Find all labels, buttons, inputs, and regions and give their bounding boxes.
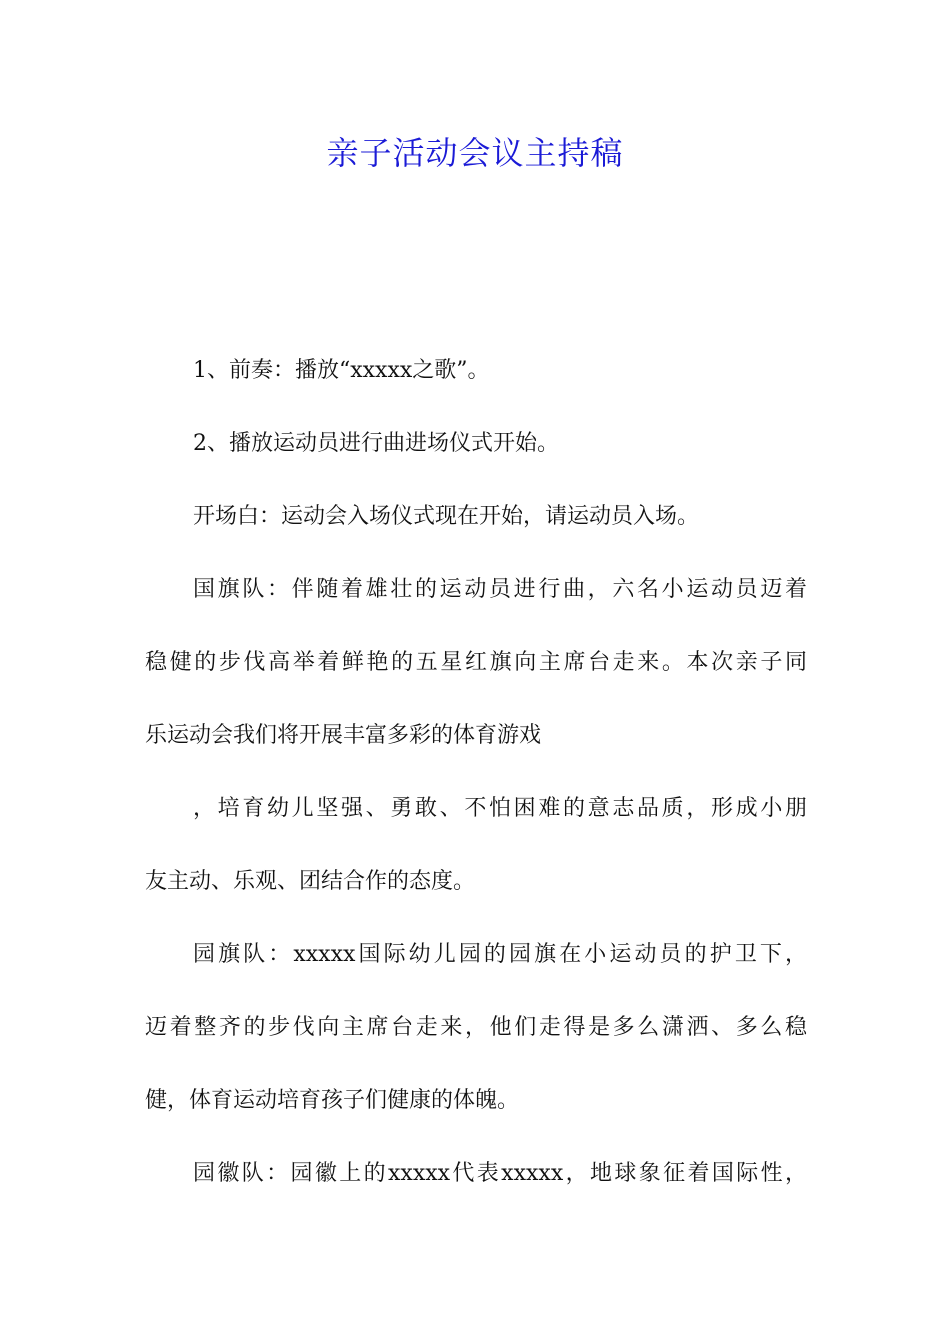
paragraph-line: 乐运动会我们将开展丰富多彩的体育游戏 — [145, 723, 542, 748]
paragraph-line: 园徽队：园徽上的xxxxx代表xxxxx，地球象征着国际性， — [193, 1161, 807, 1186]
paragraph-line: 迈着整齐的步伐向主席台走来，他们走得是多么潇洒、多么稳 — [145, 1015, 807, 1040]
paragraph-line: 2、播放运动员进行曲进场仪式开始。 — [193, 431, 559, 456]
paragraph-line: 开场白：运动会入场仪式现在开始，请运动员入场。 — [193, 504, 700, 529]
paragraph-line: 园旗队：xxxxx国际幼儿园的园旗在小运动员的护卫下， — [193, 942, 807, 967]
paragraph-line: 友主动、乐观、团结合作的态度。 — [145, 869, 476, 894]
paragraph-line: 1、前奏：播放“xxxxx之歌”。 — [193, 358, 490, 383]
paragraph-line: ，培育幼儿坚强、勇敢、不怕困难的意志品质，形成小朋 — [193, 796, 807, 821]
paragraph-line: 国旗队：伴随着雄壮的运动员进行曲，六名小运动员迈着 — [193, 577, 807, 602]
document-body — [145, 334, 807, 1210]
document-title: 亲子活动会议主持稿 — [326, 134, 624, 172]
paragraph-line: 健，体育运动培育孩子们健康的体魄。 — [145, 1088, 520, 1113]
paragraph-line: 稳健的步伐高举着鲜艳的五星红旗向主席台走来。本次亲子同 — [145, 650, 807, 675]
